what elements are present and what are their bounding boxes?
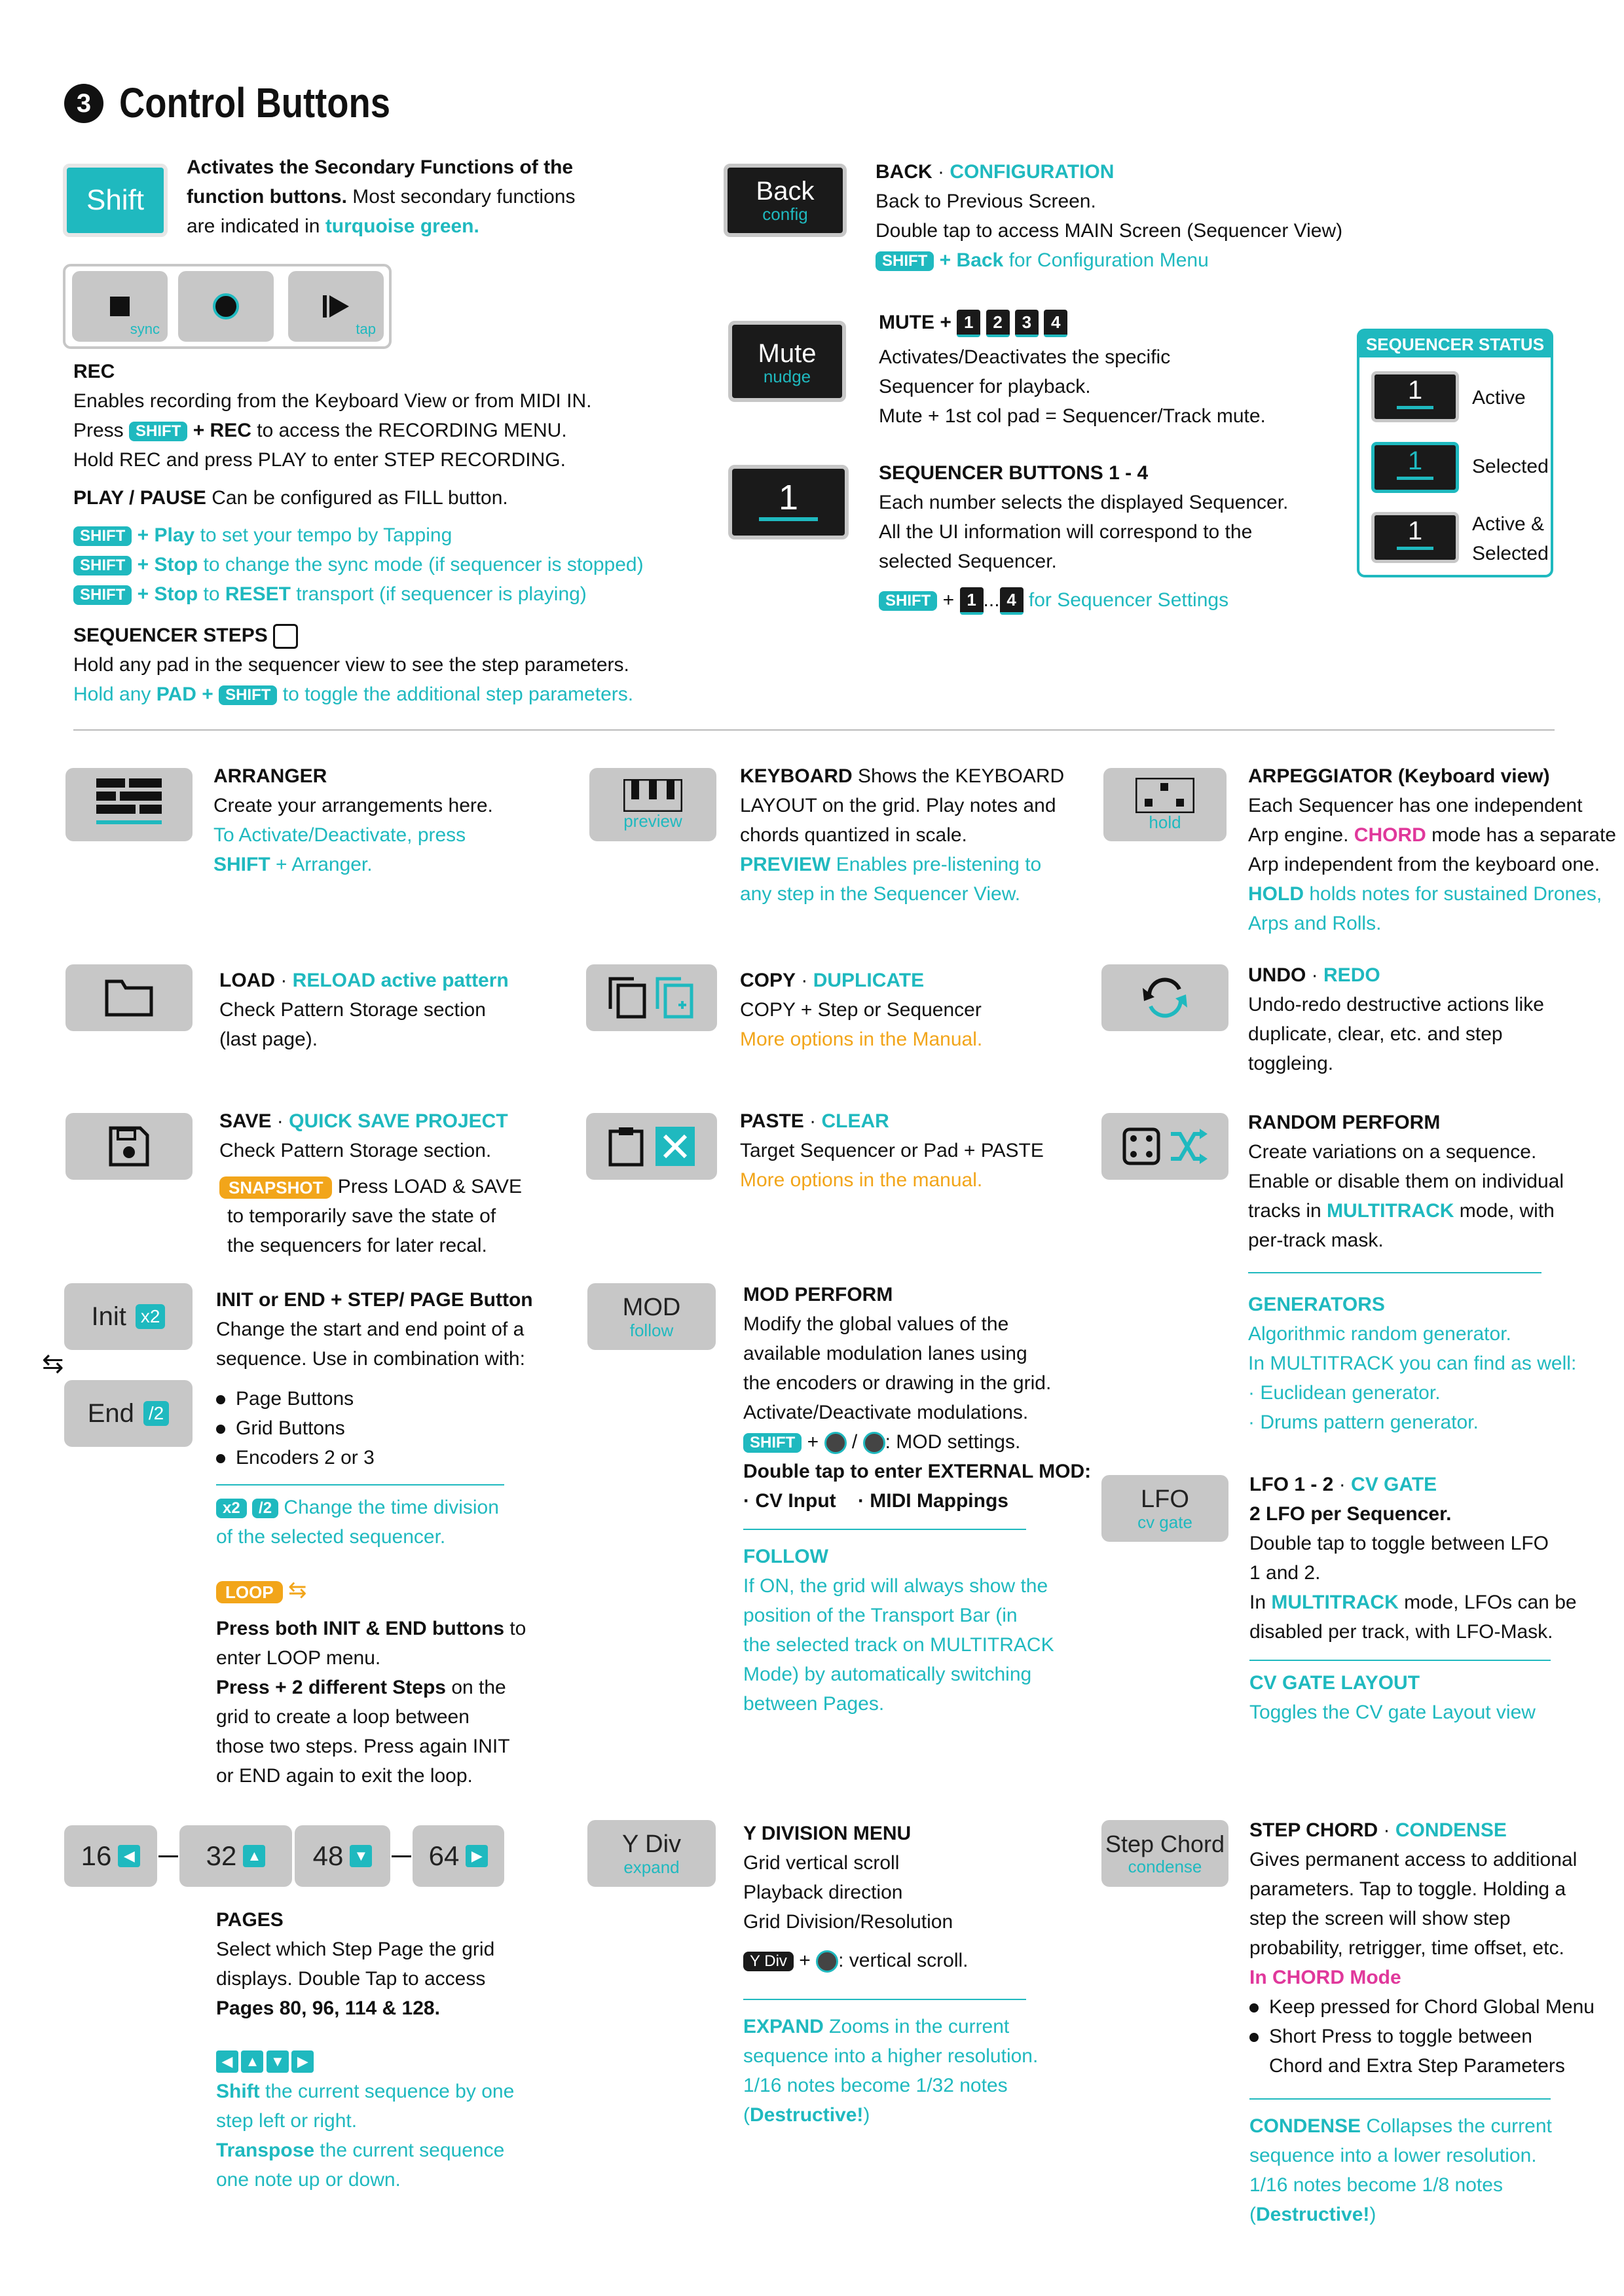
follow-label: follow	[629, 1321, 674, 1340]
step-chord-button[interactable]	[1101, 1820, 1228, 1887]
pad-icon	[273, 624, 298, 649]
keyboard-description: KEYBOARD Shows the KEYBOARD LAYOUT on the grid. Play notes and chords quantized in scale. PREVIEW Enables pre-listening to any step in the Sequencer View.	[740, 765, 1065, 905]
arpeggiator-button[interactable]	[1103, 768, 1227, 841]
sync-label: sync	[130, 321, 160, 337]
loop-arrows-icon: ⇆	[42, 1349, 64, 1378]
shift-button-label: Shift	[86, 184, 145, 216]
rec-description: REC Enables recording from the Keyboard View or from MIDI IN. Press SHIFT + REC to access the RECORDING MENU. Hold REC and press PLAY to enter STEP RECORDING.	[73, 361, 592, 471]
back-button-label: Back	[756, 177, 815, 206]
undo-button[interactable]	[1101, 964, 1228, 1031]
stop-button[interactable]	[72, 271, 168, 342]
config-label: config	[762, 204, 808, 224]
sequencer-button[interactable]	[728, 465, 849, 539]
back-description: BACK · CONFIGURATION Back to Previous Screen. Double tap to access MAIN Screen (Sequencer View) SHIFT + Back for Configuration Menu	[876, 161, 1343, 271]
loop-description: LOOP ⇆ Press both INIT & END buttons to enter LOOP menu. Press + 2 different Steps on the grid to create a loop between those two steps. Press again INIT or END again to exit the loop.	[216, 1578, 526, 1787]
status-selected: 1	[1371, 442, 1459, 493]
sequencer-steps-description: SEQUENCER STEPS Hold any pad in the sequencer view to see the step parameters. Hold any PAD + SHIFT to toggle the additional step parameters.	[73, 625, 634, 705]
save-description: SAVE · QUICK SAVE PROJECT Check Pattern Storage section. SNAPSHOT Press LOAD & SAVE to temporarily save the state of the sequencers for later recal.	[219, 1110, 523, 1256]
end-button[interactable]	[64, 1380, 193, 1447]
lfo-divider	[1249, 1660, 1551, 1661]
sequencer-buttons-description: SEQUENCER BUTTONS 1 - 4 Each number selects the displayed Sequencer. All the UI information will correspond to the selected Sequencer. SHIFT + 1 ... 4 for Sequencer Settings	[879, 458, 1288, 615]
encoder-icon	[824, 1432, 847, 1454]
end-label: End	[87, 1398, 134, 1428]
status-active-selected: 1	[1371, 512, 1459, 563]
duplicate-icon	[655, 976, 695, 1019]
arranger-icon	[96, 778, 162, 831]
shift-chip: SHIFT	[876, 251, 934, 271]
status-active-label: Active	[1472, 387, 1526, 409]
page-48-button[interactable]: 48 ▼	[295, 1825, 390, 1887]
dice-icon	[1122, 1127, 1160, 1165]
shift-chip: SHIFT	[743, 1433, 802, 1453]
save-button[interactable]	[65, 1113, 193, 1180]
lfo-button[interactable]	[1101, 1475, 1228, 1542]
seq-num-1: 1	[957, 310, 980, 337]
mod-label: MOD	[622, 1294, 681, 1321]
ydiv-label: Y Div	[621, 1831, 682, 1858]
copy-icon	[608, 976, 648, 1019]
stop-icon	[110, 297, 130, 316]
follow-description: FOLLOW If ON, the grid will always show the position of the Transport Bar (in the selected track on MULTITRACK Mode) by automatically switching between Pages.	[743, 1546, 1054, 1715]
status-selected-label: Selected	[1472, 456, 1549, 477]
section-number-badge: 3	[64, 84, 103, 123]
mute-button-label: Mute	[758, 339, 817, 368]
paste-button[interactable]	[586, 1113, 717, 1180]
seq-num-4: 4	[1044, 310, 1067, 337]
sequencer-button-label: 1	[778, 478, 799, 517]
mod-description: MOD PERFORM Modify the global values of the available modulation lanes using the encoders or drawing in the grid. Activate/Deactivate modulations. SHIFT + / : MOD settings. Double tap to enter EXTERNAL MOD: · CV Input · MIDI Mappings	[743, 1284, 1092, 1512]
folder-icon	[105, 979, 153, 1017]
ydiv-button[interactable]	[587, 1820, 716, 1887]
shift-button[interactable]	[63, 164, 168, 237]
step-chord-divider	[1249, 2098, 1551, 2100]
init-label: Init	[91, 1302, 126, 1331]
ydiv-description: Y DIVISION MENU Grid vertical scroll Playback direction Grid Division/Resolution Y Div + : vertical scroll.	[743, 1819, 968, 1975]
shift-chip: SHIFT	[73, 526, 132, 546]
up-arrow-icon: ▲	[243, 1845, 265, 1867]
arrow-icons-row: ◀ ▲ ▼ ▶	[216, 2050, 314, 2073]
condense-label: condense	[1128, 1857, 1202, 1876]
undo-description: UNDO · REDO Undo-redo destructive actions like duplicate, clear, etc. and step toggleing.	[1248, 964, 1544, 1074]
nudge-label: nudge	[763, 367, 811, 386]
init-end-description: INIT or END + STEP/ PAGE Button Change the start and end point of a sequence. Use in combination with: Page Buttons Grid Buttons Encoders 2 or 3	[216, 1289, 533, 1468]
page-connector	[158, 1855, 178, 1857]
shift-description: Activates the Secondary Functions of the function buttons. Most secondary functions are indicated in turquoise green.	[187, 156, 576, 237]
section-divider	[73, 729, 1555, 731]
clear-icon	[655, 1127, 695, 1166]
time-division-description: x2 /2 Change the time division of the selected sequencer.	[216, 1497, 499, 1548]
right-arrow-icon: ▶	[466, 1845, 488, 1867]
mod-button[interactable]	[587, 1283, 716, 1350]
condense-description: CONDENSE Collapses the current sequence into a lower resolution. 1/16 notes become 1/8 notes (Destructive!)	[1249, 2115, 1552, 2225]
arpeggiator-description: ARPEGGIATOR (Keyboard view) Each Sequencer has one independent Arp engine. CHORD mode has a separate Arp independent from the keyboard one. HOLD holds notes for sustained Drones, Arps and Rolls.	[1248, 765, 1616, 934]
record-icon	[213, 293, 239, 319]
load-description: LOAD · RELOAD active pattern Check Pattern Storage section (last page).	[219, 970, 509, 1050]
page-connector	[392, 1855, 411, 1857]
shift-chip: SHIFT	[73, 585, 132, 605]
ydiv-chip: Y Div	[743, 1952, 794, 1971]
keyboard-button[interactable]	[589, 768, 716, 841]
status-active: 1	[1371, 371, 1459, 422]
snapshot-chip: SNAPSHOT	[219, 1176, 332, 1199]
arranger-button[interactable]	[65, 768, 193, 841]
tap-label: tap	[356, 321, 376, 337]
play-pause-icon	[323, 295, 349, 318]
down-arrow-icon: ▼	[350, 1845, 372, 1867]
shift-chip: SHIFT	[73, 556, 132, 575]
left-arrow-icon: ◀	[118, 1845, 140, 1867]
play-shift-functions: SHIFT + Play to set your tempo by Tapping SHIFT + Stop to change the sync mode (if sequencer is stopped) SHIFT + Stop to RESET transport (if sequencer is playing)	[73, 520, 644, 609]
step-chord-description: STEP CHORD · CONDENSE Gives permanent access to additional parameters. Tap to toggle. Holding a step the screen will show step probability, retrigger, time offset, etc. In CHORD Mode Keep pressed for Chord Global Menu Short Press to toggle between Chord and Extra Step Parameters	[1249, 1819, 1595, 2077]
random-description: RANDOM PERFORM Create variations on a sequence. Enable or disable them on individual tracks in MULTITRACK mode, with per-track mask.	[1248, 1112, 1564, 1251]
cv-gate-label: cv gate	[1137, 1512, 1192, 1532]
shift-chip: SHIFT	[879, 591, 937, 611]
preview-label: preview	[623, 811, 682, 831]
page-16-button[interactable]: 16 ◀	[64, 1825, 157, 1887]
lfo-label: LFO	[1141, 1485, 1189, 1513]
expand-label: expand	[623, 1857, 680, 1877]
encoder-icon	[863, 1432, 885, 1454]
status-active-selected-label: Active & Selected	[1472, 513, 1549, 564]
load-button[interactable]	[65, 964, 193, 1031]
mute-description: MUTE + 1 2 3 4 Activates/Deactivates the specific Sequencer for playback. Mute + 1st col pad = Sequencer/Track mute.	[879, 308, 1266, 431]
shuffle-icon	[1168, 1127, 1208, 1165]
undo-redo-icon	[1140, 975, 1190, 1021]
copy-description: COPY · DUPLICATE COPY + Step or Sequencer More options in the Manual.	[740, 970, 983, 1050]
hold-label: hold	[1149, 812, 1181, 832]
init-divider	[216, 1484, 504, 1485]
save-icon	[109, 1126, 149, 1167]
generators-description: GENERATORS Algorithmic random generator. In MULTITRACK you can find as well: · Euclidean generator. · Drums pattern generator.	[1248, 1294, 1577, 1433]
div2-chip: /2	[143, 1401, 169, 1426]
page-32-button[interactable]: 32 ▲	[179, 1825, 292, 1887]
cv-gate-layout-description: CV GATE LAYOUT Toggles the CV gate Layout view	[1249, 1672, 1536, 1723]
expand-description: EXPAND Zooms in the current sequence into a higher resolution. 1/16 notes become 1/32 notes (Destructive!)	[743, 2016, 1039, 2126]
shift-chip: SHIFT	[129, 422, 187, 441]
encoder-icon	[816, 1950, 838, 1973]
seq-num-2: 2	[986, 310, 1010, 337]
back-button[interactable]	[724, 164, 847, 237]
shift-chip: SHIFT	[219, 685, 277, 705]
lfo-description: LFO 1 - 2 · CV GATE 2 LFO per Sequencer. Double tap to toggle between LFO 1 and 2. In MULTITRACK mode, LFOs can be disabled per track, with LFO-Mask.	[1249, 1474, 1577, 1643]
page-shift-description: Shift the current sequence by one step left or right. Transpose the current sequence one note up or down.	[216, 2081, 515, 2191]
loop-chip: LOOP	[216, 1581, 283, 1603]
copy-button[interactable]	[586, 964, 717, 1031]
step-chord-label: Step Chord	[1105, 1831, 1225, 1857]
generators-divider	[1248, 1272, 1541, 1273]
page-title: Control Buttons	[119, 79, 390, 126]
play-description: PLAY / PAUSE Can be configured as FILL button.	[73, 487, 508, 509]
paste-icon	[608, 1126, 644, 1167]
mute-button[interactable]	[728, 321, 846, 402]
arpeggiator-icon	[1135, 778, 1194, 813]
random-button[interactable]	[1101, 1113, 1228, 1180]
seq-num-3: 3	[1015, 310, 1039, 337]
mod-divider	[743, 1529, 1026, 1530]
paste-description: PASTE · CLEAR Target Sequencer or Pad + PASTE More options in the manual.	[740, 1110, 1044, 1191]
keyboard-icon	[623, 779, 682, 812]
ydiv-divider	[743, 1999, 1026, 2000]
rec-button[interactable]	[178, 271, 274, 342]
arranger-description: ARRANGER Create your arrangements here. To Activate/Deactivate, press SHIFT + Arranger.	[213, 765, 493, 875]
status-title: SEQUENCER STATUS	[1359, 331, 1551, 357]
pages-description: PAGES Select which Step Page the grid displays. Double Tap to access Pages 80, 96, 114 & 128.	[216, 1909, 495, 2019]
x2-chip: x2	[136, 1304, 166, 1329]
init-button[interactable]	[64, 1283, 193, 1350]
page-64-button[interactable]: 64 ▶	[413, 1825, 504, 1887]
play-pause-button[interactable]	[288, 271, 384, 342]
